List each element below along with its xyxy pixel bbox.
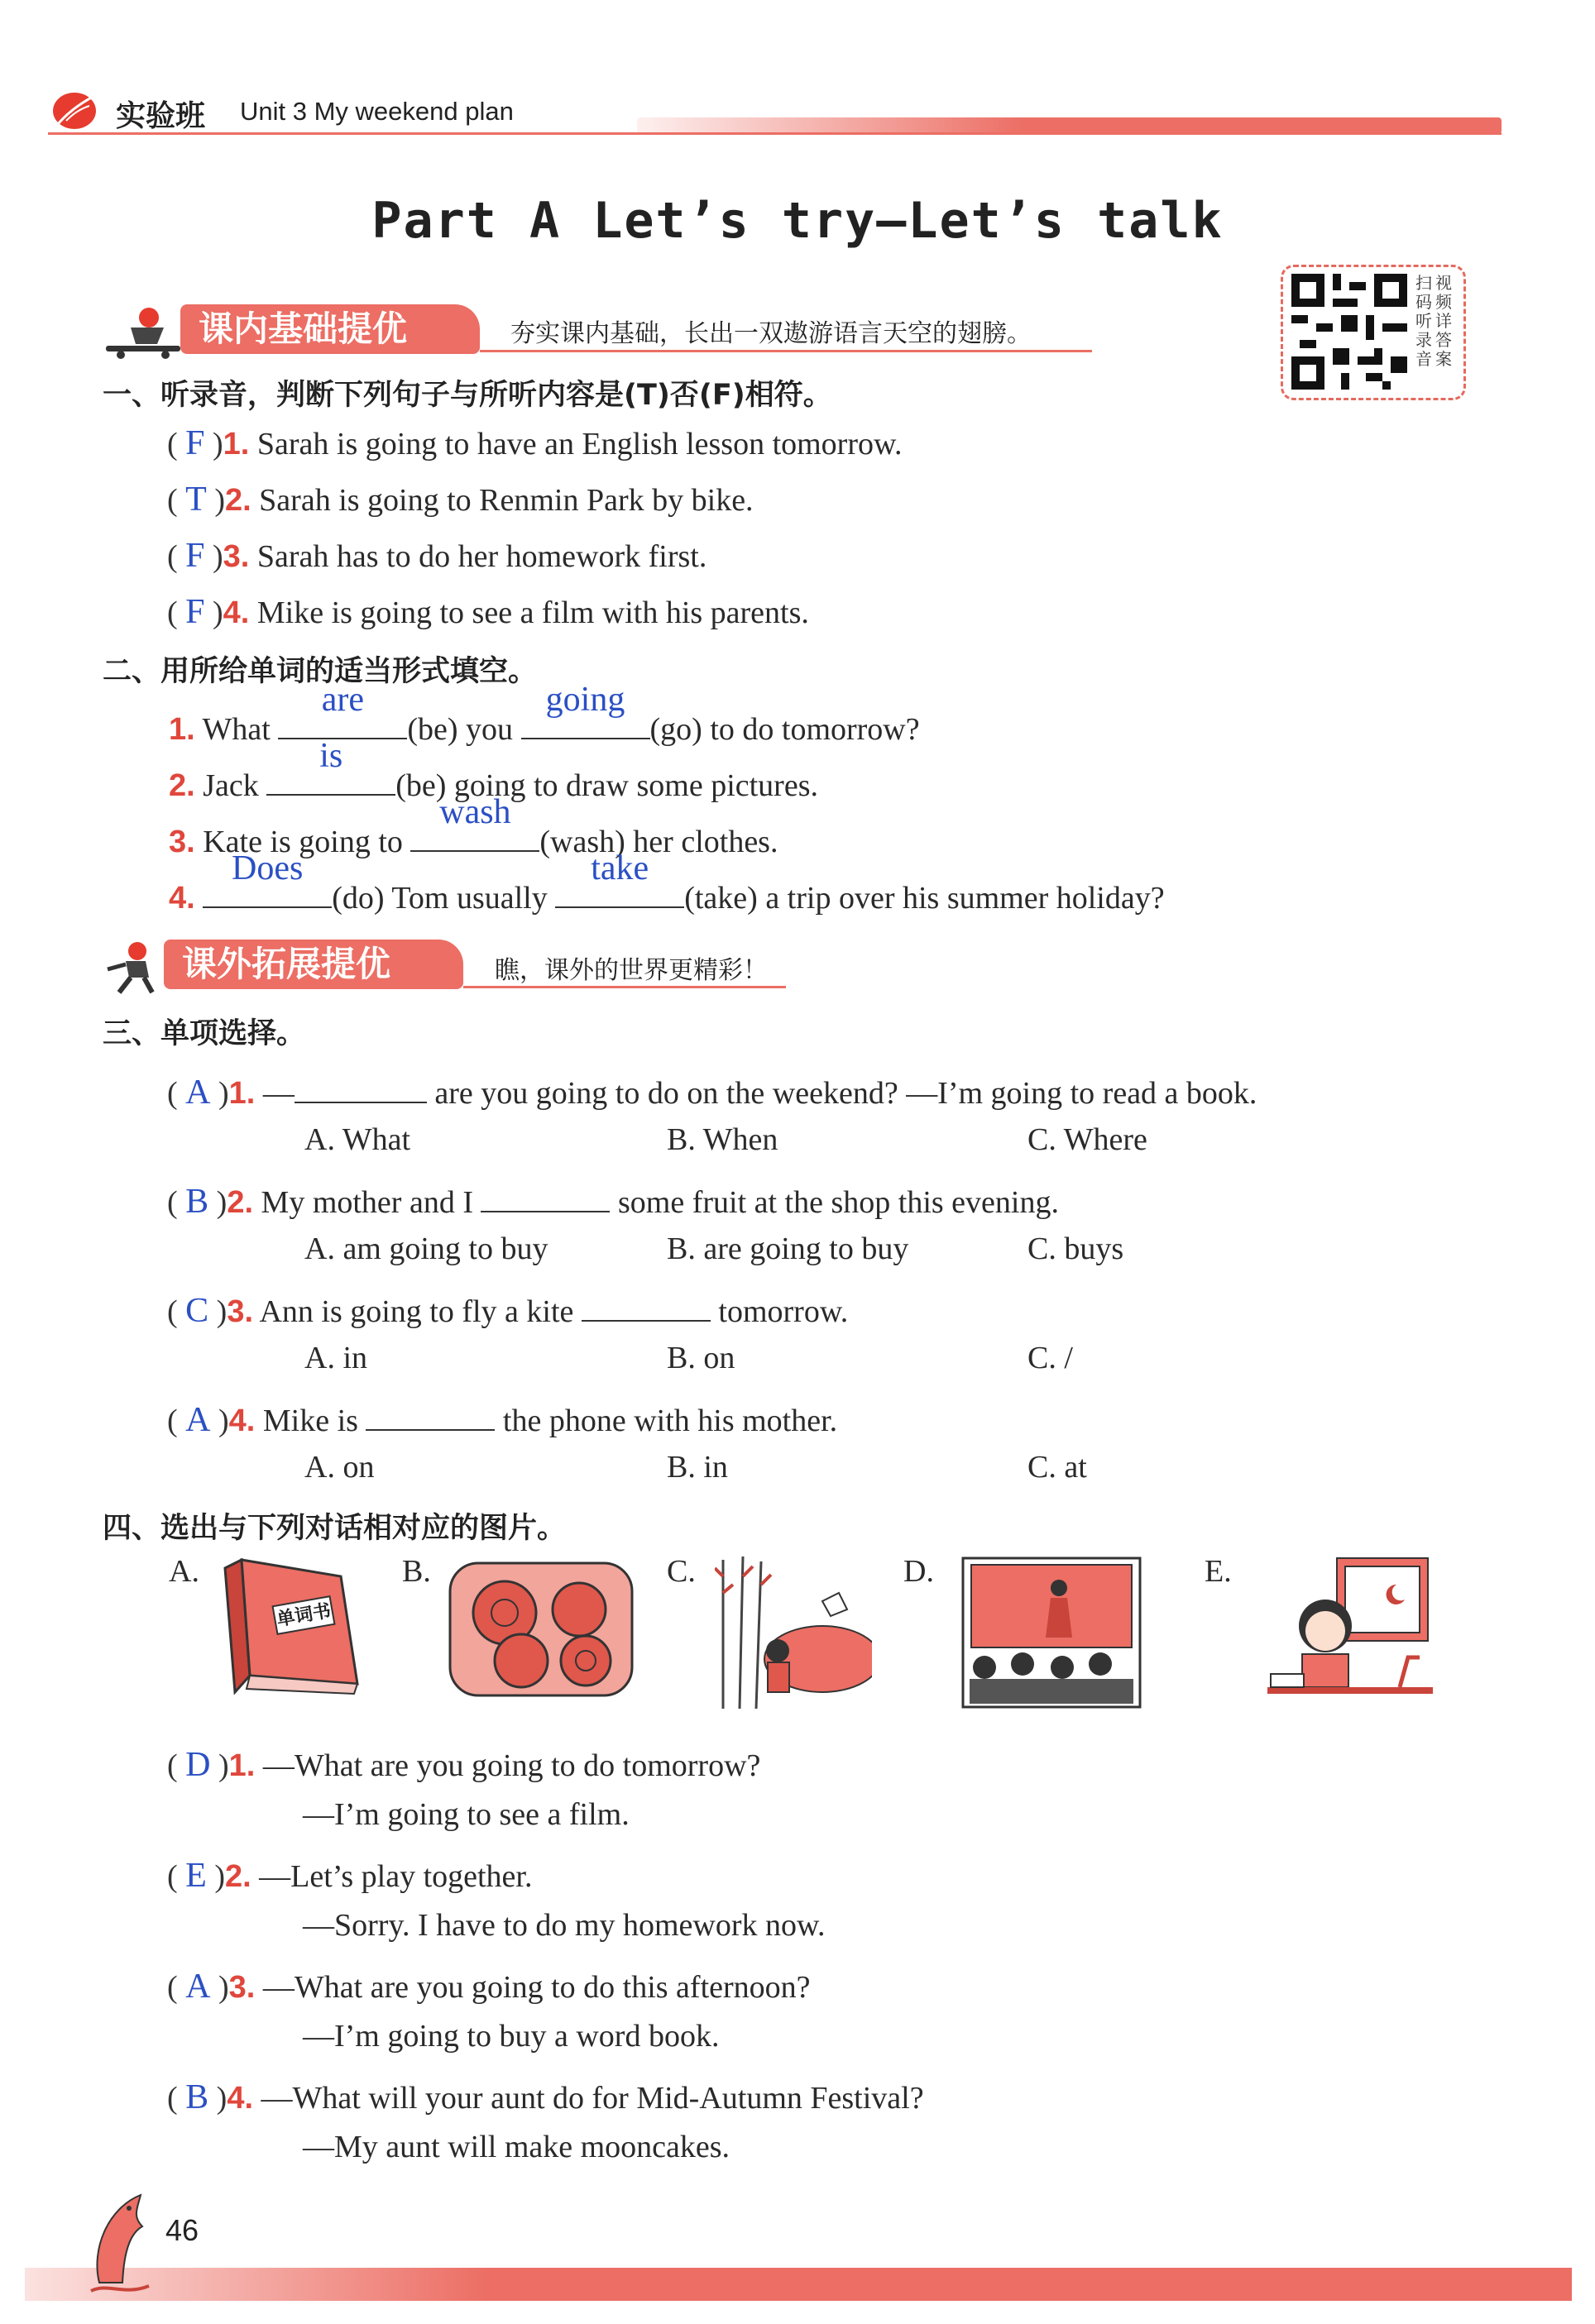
leaf-logo-icon [51, 88, 103, 131]
header-rule [48, 132, 1502, 135]
tf-question: ( F )4. Mike is going to see a film with his parents. [167, 593, 809, 631]
word-book-label: 单词书 [275, 1600, 333, 1631]
mc-question: ( C )3. Ann is going to fly a kite tomorrow. [167, 1287, 848, 1331]
answer-mark[interactable]: D [185, 1746, 211, 1784]
answer-blank[interactable]: are [278, 705, 407, 739]
tf-question: ( F )3. Sarah has to do her homework first. [167, 537, 707, 575]
dolphin-mascot-icon [83, 2183, 165, 2299]
qr-caption: 扫 视 码 频 听 详 录 答 音 案 [1415, 273, 1452, 369]
answer-blank[interactable]: is [266, 761, 395, 796]
answer-blank[interactable] [366, 1396, 495, 1431]
answer-blank[interactable]: wash [410, 817, 539, 852]
section-banner-extended: 课外拓展提优 [164, 940, 463, 989]
answer-mark[interactable]: A [185, 1968, 211, 2006]
answer-blank[interactable] [295, 1069, 427, 1103]
fill-blank-question: 4. Does (do) Tom usually take (take) a trip over his summer holiday? [169, 849, 1165, 916]
dialogue-question: ( D )1. —What are you going to do tomorrow? [167, 1746, 761, 1784]
picture-label-b: B. [402, 1554, 431, 1589]
section1-heading: 一、听录音，判断下列句子与所听内容是(T)否(F)相符。 [103, 379, 832, 412]
homework-girl-picture[interactable] [1251, 1552, 1441, 1717]
page-title: Part A Let’s try—Let’s talk [371, 192, 1224, 250]
option-c[interactable]: C. / [1027, 1341, 1073, 1375]
mc-question: ( A )4. Mike is the phone with his mother. [167, 1396, 837, 1440]
answer-mark[interactable]: T [185, 481, 207, 519]
answer-mark[interactable]: F [185, 537, 205, 575]
option-b[interactable]: B. in [667, 1450, 728, 1485]
fill-blank-question: 3. Kate is going to wash (wash) her clothes. [169, 793, 778, 859]
banner-underline [480, 350, 1092, 352]
qr-code-box[interactable] [1281, 265, 1466, 400]
section3-heading: 三、单项选择。 [103, 1017, 306, 1050]
option-a[interactable]: A. on [304, 1450, 375, 1485]
qr-code-icon [1291, 274, 1407, 390]
answer-blank[interactable]: going [521, 705, 650, 739]
option-b[interactable]: B. are going to buy [667, 1231, 909, 1266]
answer-blank[interactable] [481, 1178, 610, 1212]
brand-name: 实验班 [116, 99, 206, 133]
option-b[interactable]: B. on [667, 1341, 735, 1375]
dialogue-reply: —I’m going to buy a word book. [303, 2019, 720, 2054]
answer-blank[interactable]: take [555, 873, 684, 908]
answer-blank[interactable] [582, 1287, 711, 1322]
option-c[interactable]: C. buys [1027, 1231, 1124, 1266]
section4-heading: 四、选出与下列对话相对应的图片。 [103, 1512, 567, 1545]
answer-mark[interactable]: B [185, 1183, 209, 1221]
section2-heading: 二、用所给单词的适当形式填空。 [103, 655, 538, 688]
banner-slogan-basic: 夯实课内基础，长出一双遨游语言天空的翅膀。 [510, 319, 1032, 348]
header-decoration-bar [637, 117, 1502, 134]
dialogue-reply: —I’m going to see a film. [303, 1797, 630, 1832]
answer-mark[interactable]: C [185, 1292, 209, 1330]
option-c[interactable]: C. at [1027, 1450, 1087, 1485]
tf-question: ( F )1. Sarah is going to have an English lesson tomorrow. [167, 424, 903, 462]
answer-mark[interactable]: A [185, 1074, 211, 1112]
mooncakes-picture[interactable] [447, 1555, 637, 1704]
page-number: 46 [165, 2213, 199, 2247]
skateboarder-mascot-icon [98, 303, 189, 361]
dialogue-question: ( A )3. —What are you going to do this afternoon? [167, 1968, 811, 2006]
banner-slogan-extended: 瞧，课外的世界更精彩！ [495, 956, 768, 985]
picture-label-c: C. [667, 1554, 696, 1589]
dialogue-question: ( B )4. —What will your aunt do for Mid-Autumn Festival? [167, 2078, 924, 2116]
answer-mark[interactable]: A [185, 1401, 211, 1439]
picture-label-d: D. [903, 1554, 934, 1589]
running-mascot-icon [98, 940, 164, 996]
banner-underline [463, 986, 786, 988]
footer-decoration-band [25, 2268, 1572, 2301]
option-b[interactable]: B. When [667, 1122, 778, 1157]
fill-blank-question: 1. What are (be) you going (go) to do tomorrow? [169, 681, 920, 747]
answer-mark[interactable]: F [185, 424, 205, 462]
cinema-picture[interactable] [960, 1555, 1143, 1712]
option-a[interactable]: A. What [304, 1122, 411, 1157]
tf-question: ( T )2. Sarah is going to Renmin Park by bike. [167, 481, 754, 519]
fill-blank-question: 2. Jack is (be) going to draw some pictures. [169, 737, 818, 803]
picture-label-e: E. [1205, 1554, 1232, 1589]
answer-mark[interactable]: B [185, 2078, 209, 2116]
unit-title: Unit 3 My weekend plan [240, 97, 514, 126]
section-banner-basic: 课内基础提优 [180, 304, 480, 354]
option-a[interactable]: A. am going to buy [304, 1231, 548, 1266]
answer-mark[interactable]: F [185, 593, 205, 631]
mc-question: ( B )2. My mother and I some fruit at the shop this evening. [167, 1178, 1059, 1222]
picture-label-a: A. [169, 1554, 199, 1589]
mc-question: ( A )1. — are you going to do on the weekend? —I’m going to read a book. [167, 1069, 1257, 1112]
option-a[interactable]: A. in [304, 1341, 367, 1375]
park-drawing-picture[interactable] [715, 1552, 872, 1709]
answer-mark[interactable]: E [185, 1857, 207, 1895]
answer-blank[interactable]: Does [203, 873, 332, 908]
dialogue-reply: —Sorry. I have to do my homework now. [303, 1908, 826, 1943]
dialogue-reply: —My aunt will make mooncakes. [303, 2130, 730, 2164]
option-c[interactable]: C. Where [1027, 1122, 1147, 1157]
dialogue-question: ( E )2. —Let’s play together. [167, 1857, 533, 1895]
